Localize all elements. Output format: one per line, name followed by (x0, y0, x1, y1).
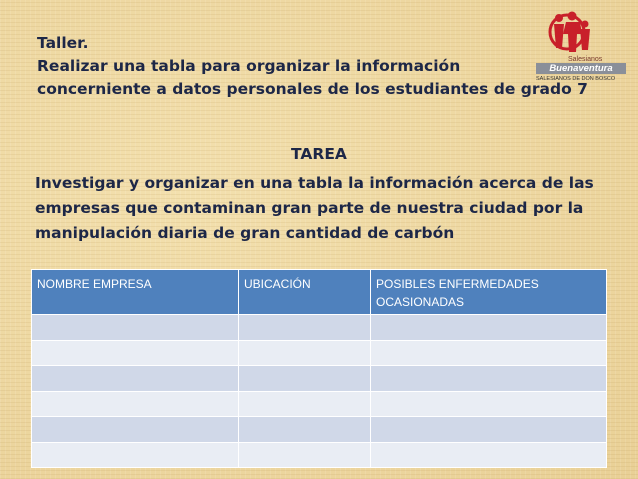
heading-block (37, 32, 597, 101)
task-line-2: empresas que contaminan gran parte de nuestra ciudad por la (35, 199, 584, 217)
logo-text-subtitle: SALESIANOS DE DON BOSCO (536, 76, 616, 82)
task-title: TAREA (291, 145, 347, 163)
table-cell[interactable] (32, 391, 239, 417)
task-line-3: manipulación diaria de gran cantidad de carbón (35, 224, 455, 242)
task-description (35, 171, 625, 246)
table-cell[interactable] (371, 315, 607, 341)
task-line-1: Investigar y organizar en una tabla la información acerca de las (35, 174, 594, 192)
table-cell[interactable] (239, 391, 371, 417)
table-header-row (32, 270, 607, 315)
table-cell[interactable] (32, 442, 239, 468)
table-cell[interactable] (32, 417, 239, 443)
table-row (32, 391, 607, 417)
salesianos-logo (532, 8, 628, 86)
table-cell[interactable] (239, 417, 371, 443)
table-cell[interactable] (239, 366, 371, 392)
logo-text-salesianos: Salesianos (568, 56, 603, 63)
header-ubicacion: UBICACIÓN (239, 270, 371, 315)
table-cell[interactable] (32, 340, 239, 366)
header-posibles-enfermedades: POSIBLES ENFERMEDADES OCASIONADAS (371, 270, 607, 315)
table-cell[interactable] (32, 315, 239, 341)
logo-text-buenaventura: Buenaventura (536, 63, 626, 74)
table-cell[interactable] (371, 340, 607, 366)
table-cell[interactable] (371, 366, 607, 392)
heading-line-2: Realizar una tabla para organizar la información (37, 57, 461, 75)
logo-figures-icon (542, 8, 612, 58)
header-nombre-empresa: NOMBRE EMPRESA (32, 270, 239, 315)
table-cell[interactable] (32, 366, 239, 392)
heading-line-3: concerniente a datos personales de los estudiantes de grado 7 (37, 80, 588, 98)
table-cell[interactable] (239, 442, 371, 468)
table-cell[interactable] (371, 391, 607, 417)
table-cell[interactable] (239, 315, 371, 341)
table-row (32, 315, 607, 341)
table-cell[interactable] (371, 417, 607, 443)
table-cell[interactable] (239, 340, 371, 366)
table-cell[interactable] (371, 442, 607, 468)
table-row (32, 417, 607, 443)
companies-table (31, 269, 607, 468)
heading-line-1: Taller. (37, 34, 89, 52)
table-row (32, 442, 607, 468)
table-row (32, 366, 607, 392)
table-row (32, 340, 607, 366)
